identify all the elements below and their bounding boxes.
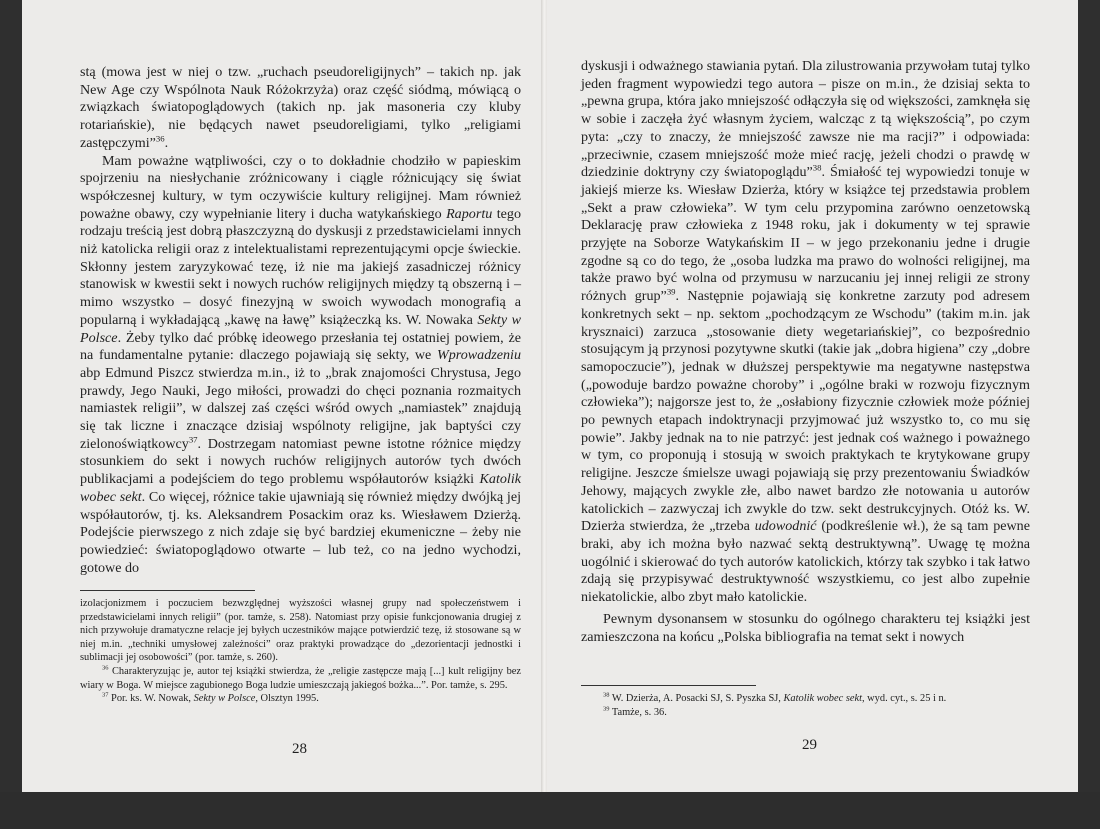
- left-body-text: [80, 64, 521, 577]
- footnote-38-number: 38: [603, 691, 610, 699]
- right-p1-part-a: dyskusji i odważnego stawiania pytań. Dla zilustrowania przywołam tutaj tylko jeden fragment wypowiedzi tego autora – pisze on m.in., że dzisiaj sekta to „pewna grupa, która jako mniejszość odłączyła się od większości, zamknęła się w sobie i zaczęła żyć własnym życiem, walcząc z tą większością”, po czym pyta: „czy to znaczy, że mniejszość zawsze nie ma racji?” i odpowiada: „przeciwnie, czasem mniejszość może mieć rację, jeżeli chodzi o prawdę w dziedzinie doktryny czy światopoglądu”: [581, 58, 1030, 181]
- left-paragraph-1: [80, 64, 521, 153]
- scan-background-strip: [0, 792, 1100, 829]
- left-p2-part-e: . Dostrzegam natomiast pewne istotne różnice między stosunkiem do sekt i nowych ruchów religijnych autorów tych dwóch publikacjami a podejściem do tego problemu współautorów książki: [80, 435, 521, 488]
- right-paragraph-2: Pewnym dysonansem w stosunku do ogólnego charakteru tej książki jest zamieszczona na końcu „Polska bibliografia na temat sekt i nowych: [581, 610, 1030, 645]
- footnote-38-title: Katolik wobec sekt: [783, 693, 862, 704]
- italic-wprowadzeniu: Wprowadzeniu: [436, 347, 521, 364]
- footnote-38-text-a: W. Dzierża, A. Posacki SJ, S. Pyszka SJ,: [609, 693, 784, 704]
- footnote-continuation: izolacjonizmem i poczuciem bezwzględnej wyższości własnej grupy nad społeczeństwem i przedstawicielami innych religii” (por. tamże, s. 258). Natomiast przy opisie funkcjonowania drugiej z nich przywołuje dramatyczne relacje jej byłych uczestników mające potwierdzić tezę, iż stosowane są w niej m.in. „techniki umysłowej zależności” oraz praktyki prowadzące do „dezorientacji jednostki i sublimacji jej osobowości” (por. tamże, s. 260).: [80, 598, 521, 664]
- left-p1-text: stą (mowa jest w niej o tzw. „ruchach pseudoreligijnych” – takich np. jak New Age czy Wspólnota Nauk Różokrzyża) oraz część siódmą, mówiącą o związkach światopoglądowych (takich np. jak masoneria czy kluby rotariańskie), nie będących nawet pseudoreligiami, tylko „religiami zastępczymi”: [80, 64, 521, 151]
- footnote-38: [581, 692, 1030, 706]
- footnote-39: [581, 706, 1030, 720]
- left-p1-end: .: [164, 134, 169, 151]
- page-number-left: 28: [292, 741, 307, 757]
- footnote-38-text-b: , wyd. cyt., s. 25 i n.: [861, 693, 947, 704]
- right-page: [547, 0, 1078, 829]
- italic-udowodnic: udowodnić: [754, 518, 817, 535]
- right-p1-part-b: . Śmiałość tej wypowiedzi tonuje w jakiejś mierze ks. Wiesław Dzierża, który w książce tej przedstawia problem „Sekt a praw człowieka”. W tym celu przypomina zarówno oenzetowską Deklarację praw człowieka z 1948 roku, jak i dokumenty w tej sprawie przyjęte na Soborze Watykańskim II – w jego przekonaniu jedne i drugie zgodne są co do tego, że „osoba ludzka ma prawo do wolności religijnej, ma także prawo być wolna od przymusu w narzucaniu jej innej religii ze strony różnych grup”: [581, 164, 1030, 305]
- footnote-divider: [80, 590, 255, 591]
- right-footnotes: [581, 685, 1030, 719]
- left-footnotes: [80, 590, 521, 706]
- italic-raportu: Raportu: [446, 205, 493, 222]
- left-p2-part-d: abp Edmund Piszcz stwierdza m.in., iż to „brak znajomości Chrystusa, Jego prawdy, Jego Nauki, Jego miłości, prowadzi do chęci poznania rozmaitych namiastek religii”, w dalszej zaś części wśród owych „namiastek” znajdują się tak liczne i znaczące dzisiaj wspólnoty religijne, jak baptyści czy zielonoświątkowcy: [80, 364, 521, 452]
- footnote-ref-39: 39: [666, 286, 676, 297]
- footnote-ref-38: 38: [812, 162, 822, 173]
- left-p2-part-a: Mam poważne wątpliwości, czy o to dokładnie chodziło w papieskim spojrzeniu na niesłychanie zróżnicowany i ciągle różnicujący się świat współczesnej kultury, w tym oczywiście kultury religijnej. Mam również poważne obawy, czy wypełnianie litery i ducha watykańskiego: [80, 152, 521, 222]
- footnote-37-title: Sekty w Polsce: [193, 693, 256, 705]
- footnote-ref-37: 37: [188, 434, 198, 445]
- footnote-ref-36: 36: [155, 133, 165, 144]
- left-p2-part-b: tego rodzaju treścią jest dobrą płaszczyzną do dyskusji z przedstawicielami innych niż katolicka religii oraz z intelektualistami reprezentującymi opcje świeckie. Skłonny jestem zaryzykować tezę, iż nie ma jakiejś zasadniczej różnicy stanowisk w kwestii sekt i nowych ruchów religijnych między tą obszerną i – mimo wszystko – dosyć finezyjną w swoich wywodach monografią a popularną i wykładającą „kawę na ławę” książeczką ks. W. Nowaka: [80, 205, 521, 328]
- right-paragraph-1: [581, 58, 1030, 607]
- footnote-39-number: 39: [603, 705, 610, 713]
- page-number-right: 29: [802, 737, 817, 753]
- footnote-36-number: 36: [102, 664, 109, 672]
- left-paragraph-2: [80, 153, 521, 578]
- italic-katolik-wobec-sekt: Katolik wobec sekt: [80, 471, 521, 505]
- left-p2-part-c: . Żeby tylko dać próbkę ideowego przesłania tej ostatniej powiem, że na fundamentalne pytanie: dlaczego pojawiają się sekty, we: [80, 329, 521, 364]
- footnote-37-text-a: Por. ks. W. Nowak,: [108, 693, 194, 705]
- footnote-36-text: Charakteryzując je, autor tej książki stwierdza, że „religie zastępcze mają [...] kult religijny bez wiary w Boga. W miejsce zagubionego Boga ludzie umieszczają jakiegoś bożka...”. Por. tamże, s. 295.: [80, 665, 521, 691]
- left-page: [22, 0, 544, 829]
- right-body-text: [581, 58, 1030, 646]
- footnote-divider-right: [581, 685, 756, 686]
- footnote-36: [80, 665, 521, 692]
- footnote-39-text: Tamże, s. 36.: [609, 706, 667, 718]
- footnote-37-text-b: , Olsztyn 1995.: [255, 693, 319, 705]
- footnote-37-number: 37: [102, 691, 109, 699]
- right-p1-part-c: . Następnie pojawiają się konkretne zarzuty pod adresem konkretnych sekt – np. sektom „pochodzącym ze Wschodu” (takim m.in. jak krysznaici) zarzuca „stosowanie diety wegetariańskiej”, co bezpośrednio stosującym ją przynosi pozytywne skutki (takie jak „dobra higiena” czy „dobre samopoczucie”), jednak w dłuższej perspektywie ma negatywne następstwa („powoduje bardzo poważne choroby” i „ogólne braki w rozwoju fizycznym człowieka”); najgorsze jest to, że „osłabiony fizycznie człowiek może później po pewnych etapach indoktrynacji przyjmować już wszystko to, co mu się powie”. Jakby jednak na to nie patrzyć: jest jednak coś ważnego i poważnego w tym, co proponują i stosują w swoich praktykach te krytykowane grupy religijne. Jeszcze śmielsze uwagi pojawiają się przy prezentowaniu Świadków Jehowy, mających zwykle złe, albo nawet bardzo złe notowania u autorów katolickich – zazwyczaj ich zwykle do tzw. sekt destrukcyjnych. Otóż ks. W. Dzierża stwierdza, że „trzeba: [581, 288, 1030, 535]
- left-p2-part-f: . Co więcej, różnice takie ujawniają się również między dwójką jej współautorów, tj. ks. Aleksandrem Posackim oraz ks. Wiesławem Dzierżą. Podejście pierwszego z nich zdaje się być bardziej ekumeniczne – żeby nie powiedzieć: światopoglądowo otwarte – lub też, co na jedno wychodzi, gotowe do: [80, 488, 521, 576]
- right-p1-part-d: (podkreślenie wł.), że są tam pewne braki, aby ich można było nazwać sektą destruktywną”. Uwagę tę można uogólnić i skierować do tych autorów katolickich, którzy tak szybko i tak łatwo zdają się przypisywać destruktywność wszystkiemu, co jest albo zupełnie niekatolickie, albo zbyt mało katolickie.: [581, 518, 1030, 606]
- italic-sekty-w-polsce: Sekty w Polsce: [80, 311, 522, 346]
- footnote-37: [80, 692, 521, 706]
